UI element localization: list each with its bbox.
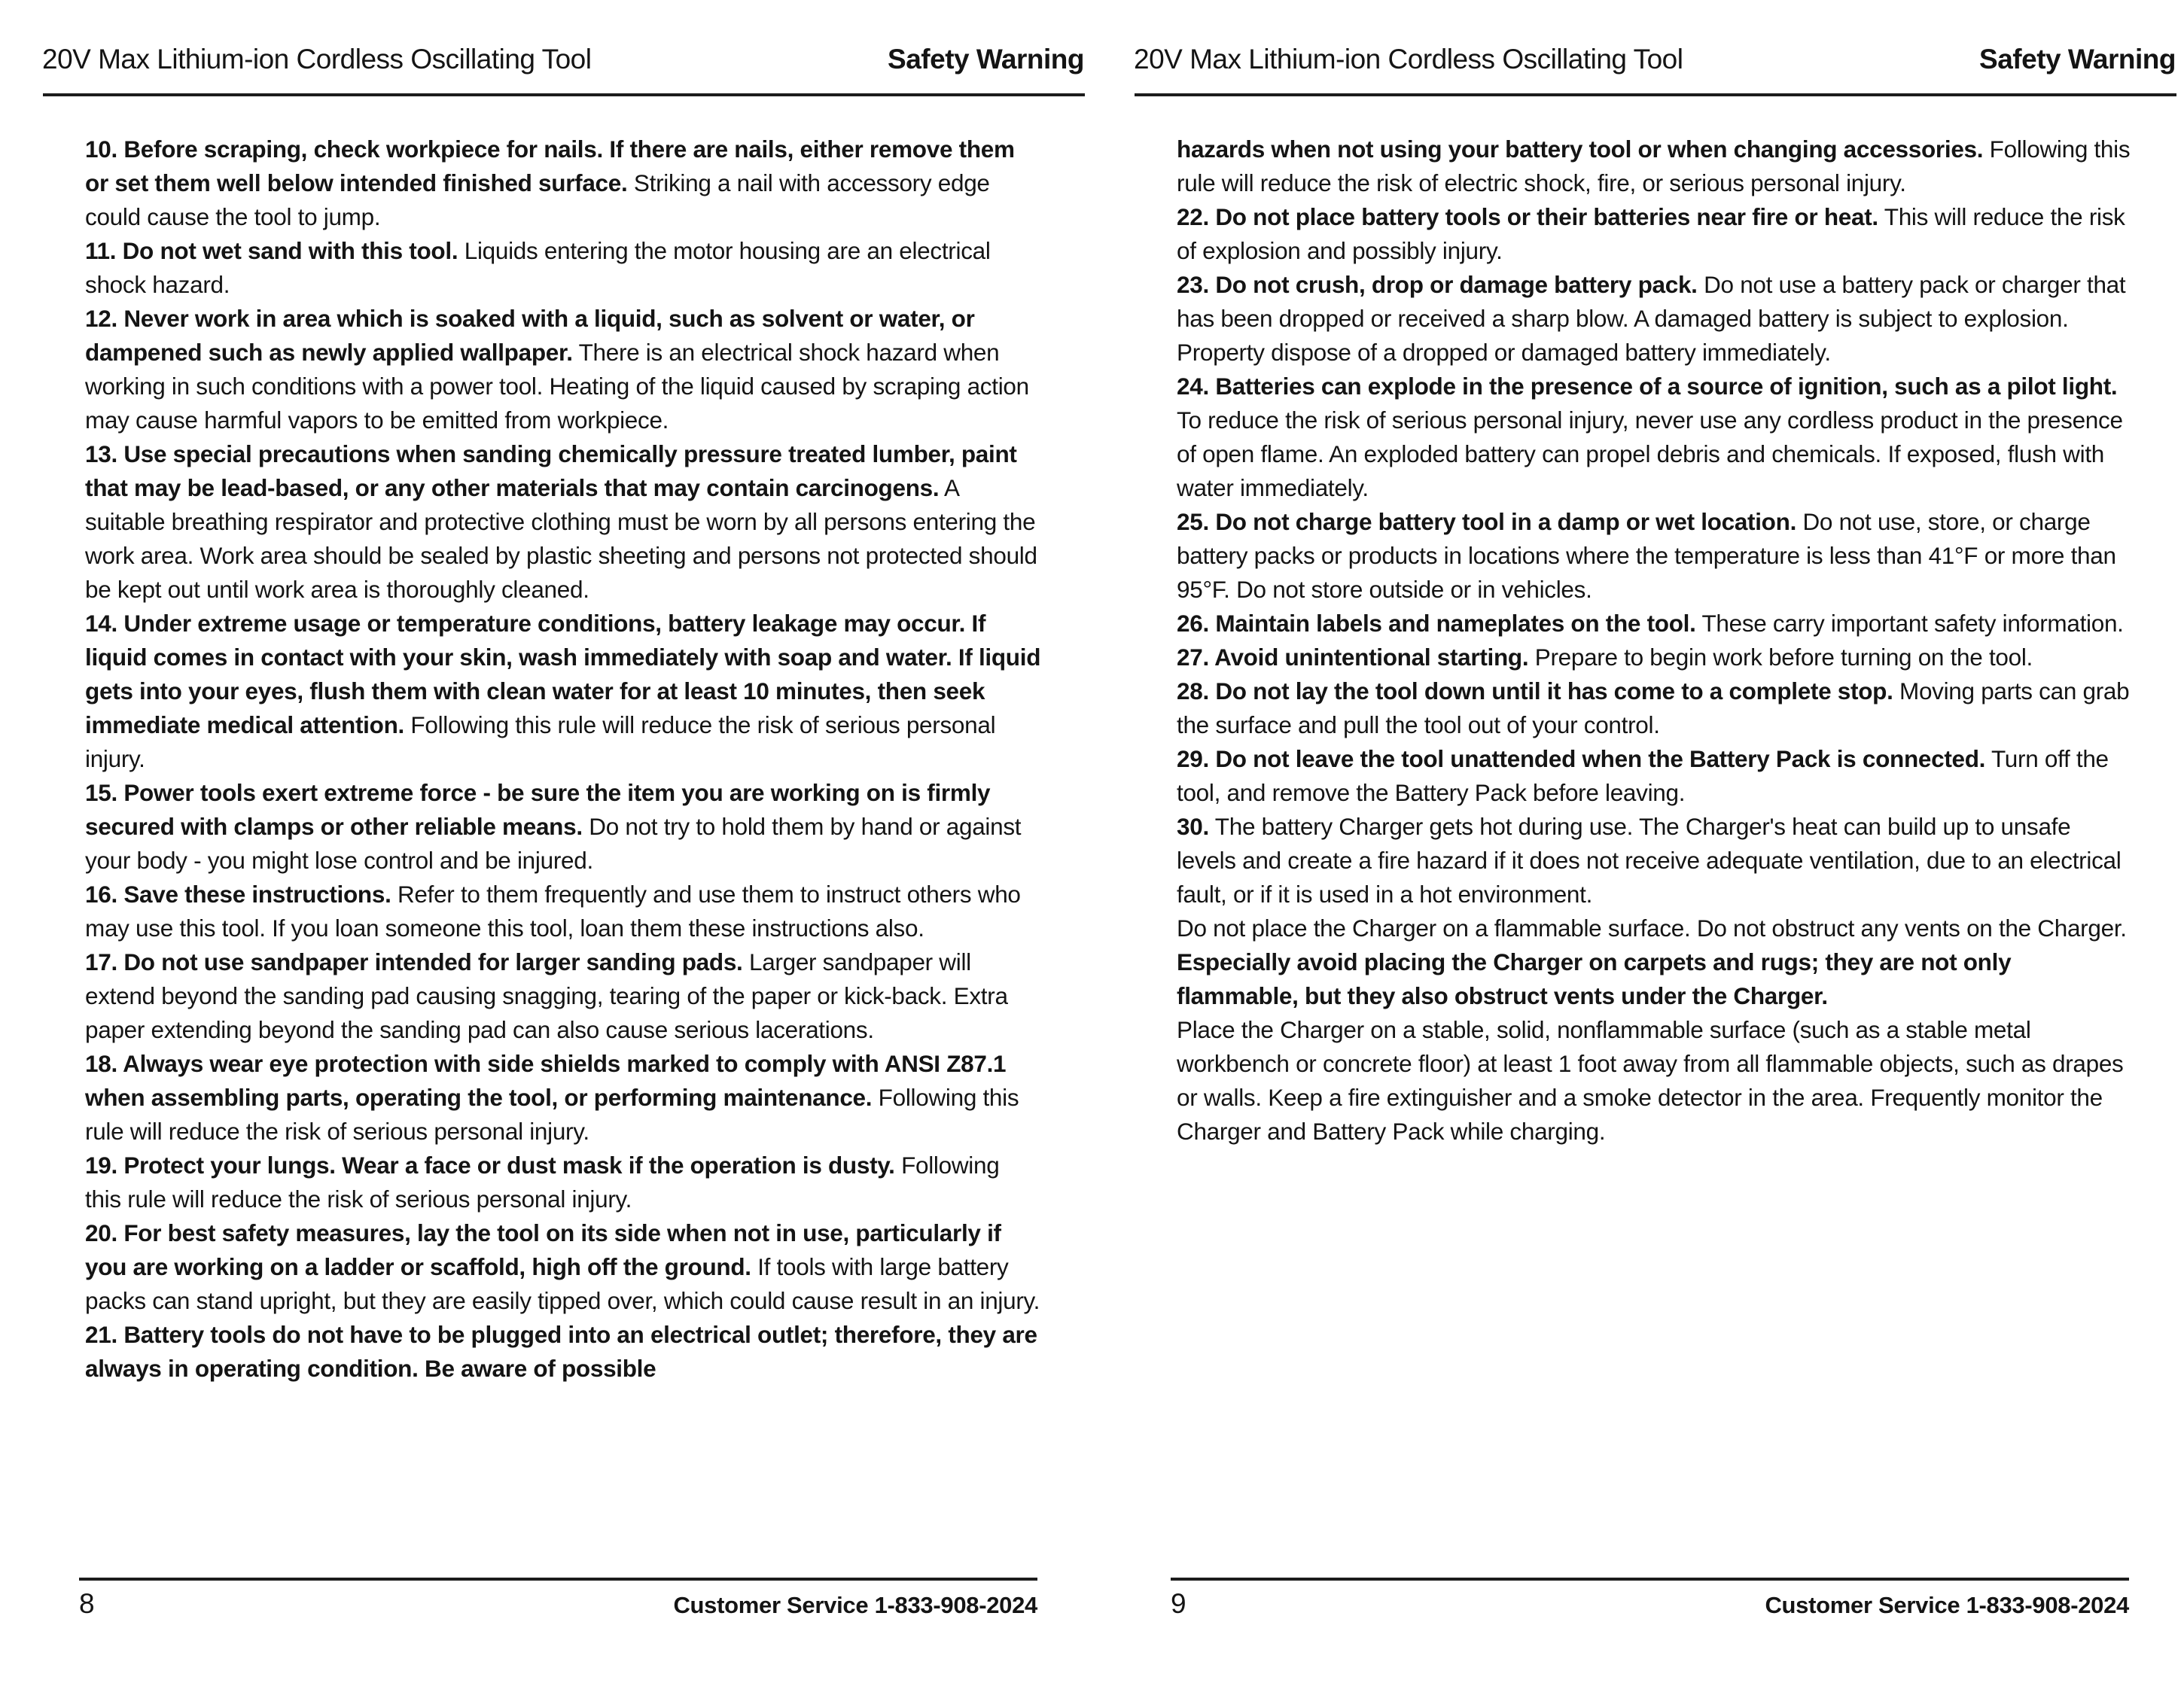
page-9 xyxy=(1092,0,2183,1689)
item-regular-text: The battery Charger gets hot during use. The Charger's heat can build up to unsafe levels and create a fire hazard if it does not receive adequate ventilation, due to an electrical fault, or if it is used in a hot environment. xyxy=(1177,813,2122,908)
item-regular-text: Liquids entering the motor housing are an electrical shock hazard. xyxy=(85,237,991,298)
item-regular-text: Prepare to begin work before turning on the tool. xyxy=(1534,644,2033,671)
safety-item xyxy=(85,776,1041,878)
header-rule xyxy=(43,93,1085,96)
item-bold-text: 20. For best safety measures, lay the tool on its side when not in use, particularly if you are working on a ladder or scaffold, high off the ground. xyxy=(85,1219,1001,1280)
item-regular-text: Do not try to hold them by hand or against your body - you might lose control and be injured. xyxy=(85,813,1022,874)
safety-item xyxy=(1177,200,2133,268)
item-bold-text: 19. Protect your lungs. Wear a face or dust mask if the operation is dusty. xyxy=(85,1152,895,1179)
item-bold-text: 18. Always wear eye protection with side shields marked to comply with ANSI Z87.1 when assembling parts, operating the tool, or performing maintenance. xyxy=(85,1050,1007,1111)
item-regular-text: Do not use, store, or charge battery packs or products in locations where the temperature is less than 41°F or more than 95°F. Do not store outside or in vehicles. xyxy=(1177,508,2116,603)
safety-item xyxy=(85,945,1041,1047)
item-regular-text: Following this rule will reduce the risk of serious personal injury. xyxy=(85,1152,1000,1213)
item-regular-text: Larger sandpaper will extend beyond the sanding pad causing snagging, tearing of the paper or kick-back. Extra paper extending beyond the sanding pad can also cause serious lacerations. xyxy=(85,948,1008,1043)
header-product-title: 20V Max Lithium-ion Cordless Oscillating Tool xyxy=(1134,44,1683,75)
item-regular-text: This will reduce the risk of explosion and possibly injury. xyxy=(1177,203,2125,264)
safety-item xyxy=(85,437,1041,607)
safety-item xyxy=(1177,607,2133,641)
safety-item xyxy=(1177,1013,2133,1149)
header-section-title: Safety Warning xyxy=(888,44,1084,75)
safety-item xyxy=(1177,945,2133,1013)
safety-item xyxy=(85,878,1041,945)
item-bold-text: 23. Do not crush, drop or damage battery pack. xyxy=(1177,271,1698,298)
item-regular-text: If tools with large battery packs can stand upright, but they are easily tipped over, which could cause result in an injury. xyxy=(85,1253,1040,1314)
safety-item xyxy=(85,1149,1041,1216)
item-bold-text: hazards when not using your battery tool or when changing accessories. xyxy=(1177,135,1984,163)
item-regular-text: Turn off the tool, and remove the Battery Pack before leaving. xyxy=(1177,745,2109,806)
item-bold-text: 22. Do not place battery tools or their batteries near fire or heat. xyxy=(1177,203,1878,230)
page-body xyxy=(1177,132,2133,1149)
safety-item xyxy=(85,607,1041,776)
item-regular-text: Refer to them frequently and use them to instruct others who may use this tool. If you loan someone this tool, loan them these instructions also. xyxy=(85,881,1021,942)
safety-item xyxy=(85,132,1041,234)
item-regular-text: Moving parts can grab the surface and pull the tool out of your control. xyxy=(1177,677,2130,738)
item-bold-text: 15. Power tools exert extreme force - be sure the item you are working on is firmly secured with clamps or other reliable means. xyxy=(85,779,991,840)
customer-service-phone: Customer Service 1-833-908-2024 xyxy=(1765,1592,2129,1618)
item-bold-text: 16. Save these instructions. xyxy=(85,881,391,908)
safety-item xyxy=(85,1318,1041,1386)
safety-item xyxy=(1177,641,2133,674)
item-bold-text: 14. Under extreme usage or temperature conditions, battery leakage may occur. If liquid comes in contact with your skin, wash immediately with soap and water. If liquid gets into your eyes, flush them with clean water for at least 10 minutes, then seek immediate medical attention. xyxy=(85,610,1041,738)
item-regular-text: These carry important safety information. xyxy=(1701,610,2124,637)
item-regular-text: Do not place the Charger on a flammable surface. Do not obstruct any vents on the Charger. xyxy=(1177,914,2127,942)
safety-item xyxy=(85,234,1041,302)
footer-rule xyxy=(79,1578,1037,1581)
page-number: 8 xyxy=(79,1588,95,1619)
item-bold-text: 29. Do not leave the tool unattended when the Battery Pack is connected. xyxy=(1177,745,1986,772)
item-bold-text: Especially avoid placing the Charger on carpets and rugs; they are not only flammable, but they also obstruct vents under the Charger. xyxy=(1177,948,2012,1009)
page-header xyxy=(1134,44,2176,75)
item-bold-text: 12. Never work in area which is soaked with a liquid, such as solvent or water, or dampened such as newly applied wallpaper. xyxy=(85,305,975,366)
item-regular-text: Following this rule will reduce the risk of serious personal injury. xyxy=(85,1084,1019,1145)
safety-item xyxy=(1177,810,2133,911)
page-header xyxy=(42,44,1084,75)
item-regular-text: A suitable breathing respirator and protective clothing must be worn by all persons entering the work area. Work area should be sealed by plastic sheeting and persons not protected should be kept out until work area is thoroughly cleaned. xyxy=(85,474,1037,603)
page-number: 9 xyxy=(1171,1588,1186,1619)
footer-rule xyxy=(1171,1578,2129,1581)
item-regular-text: Place the Charger on a stable, solid, nonflammable surface (such as a stable metal workbench or concrete floor) at least 1 foot away from all flammable objects, such as drapes or walls. Keep a fire extinguisher and a smoke detector in the area. Frequently monitor the Charger and Battery Pack while charging. xyxy=(1177,1016,2124,1145)
item-bold-text: 25. Do not charge battery tool in a damp or wet location. xyxy=(1177,508,1797,535)
item-regular-text: Following this rule will reduce the risk of serious personal injury. xyxy=(85,711,996,772)
item-bold-text: 24. Batteries can explode in the presence of a source of ignition, such as a pilot light. xyxy=(1177,373,2118,400)
safety-item xyxy=(1177,674,2133,742)
safety-item xyxy=(85,302,1041,437)
safety-item xyxy=(85,1047,1041,1149)
safety-item xyxy=(85,1216,1041,1318)
item-bold-text: 11. Do not wet sand with this tool. xyxy=(85,237,458,264)
safety-item xyxy=(1177,742,2133,810)
customer-service-phone: Customer Service 1-833-908-2024 xyxy=(673,1592,1037,1618)
header-rule xyxy=(1135,93,2176,96)
item-bold-text: 26. Maintain labels and nameplates on the tool. xyxy=(1177,610,1696,637)
page-footer xyxy=(1171,1588,2129,1620)
safety-item xyxy=(1177,132,2133,200)
item-regular-text: Do not use a battery pack or charger that has been dropped or received a sharp blow. A damaged battery is subject to explosion. Property dispose of a dropped or damaged battery immediately. xyxy=(1177,271,2126,366)
item-regular-text: Following this rule will reduce the risk of electric shock, fire, or serious personal injury. xyxy=(1177,135,2131,196)
item-bold-text: 17. Do not use sandpaper intended for larger sanding pads. xyxy=(85,948,743,975)
item-bold-text: 21. Battery tools do not have to be plugged into an electrical outlet; therefore, they are always in operating condition. Be aware of possible xyxy=(85,1321,1037,1382)
item-bold-text: 13. Use special precautions when sanding chemically pressure treated lumber, paint that may be lead-based, or any other materials that may contain carcinogens. xyxy=(85,440,1017,501)
item-regular-text: There is an electrical shock hazard when working in such conditions with a power tool. Heating of the liquid caused by scraping action may cause harmful vapors to be emitted from workpiece. xyxy=(85,339,1029,434)
page-body xyxy=(85,132,1041,1386)
item-bold-text: 28. Do not lay the tool down until it has come to a complete stop. xyxy=(1177,677,1893,705)
item-bold-text: 10. Before scraping, check workpiece for nails. If there are nails, either remove them or set them well below intended finished surface. xyxy=(85,135,1015,196)
item-bold-text: 27. Avoid unintentional starting. xyxy=(1177,644,1529,671)
header-product-title: 20V Max Lithium-ion Cordless Oscillating Tool xyxy=(42,44,592,75)
safety-item xyxy=(1177,370,2133,505)
item-regular-text: Striking a nail with accessory edge could cause the tool to jump. xyxy=(85,169,990,230)
safety-item xyxy=(1177,268,2133,370)
safety-item xyxy=(1177,505,2133,607)
item-bold-text: 30. xyxy=(1177,813,1209,840)
item-regular-text: To reduce the risk of serious personal injury, never use any cordless product in the presence of open flame. An exploded battery can propel debris and chemicals. If exposed, flush with water immediately. xyxy=(1177,406,2123,501)
page-footer xyxy=(79,1588,1037,1620)
safety-item xyxy=(1177,911,2133,945)
header-section-title: Safety Warning xyxy=(1979,44,2176,75)
